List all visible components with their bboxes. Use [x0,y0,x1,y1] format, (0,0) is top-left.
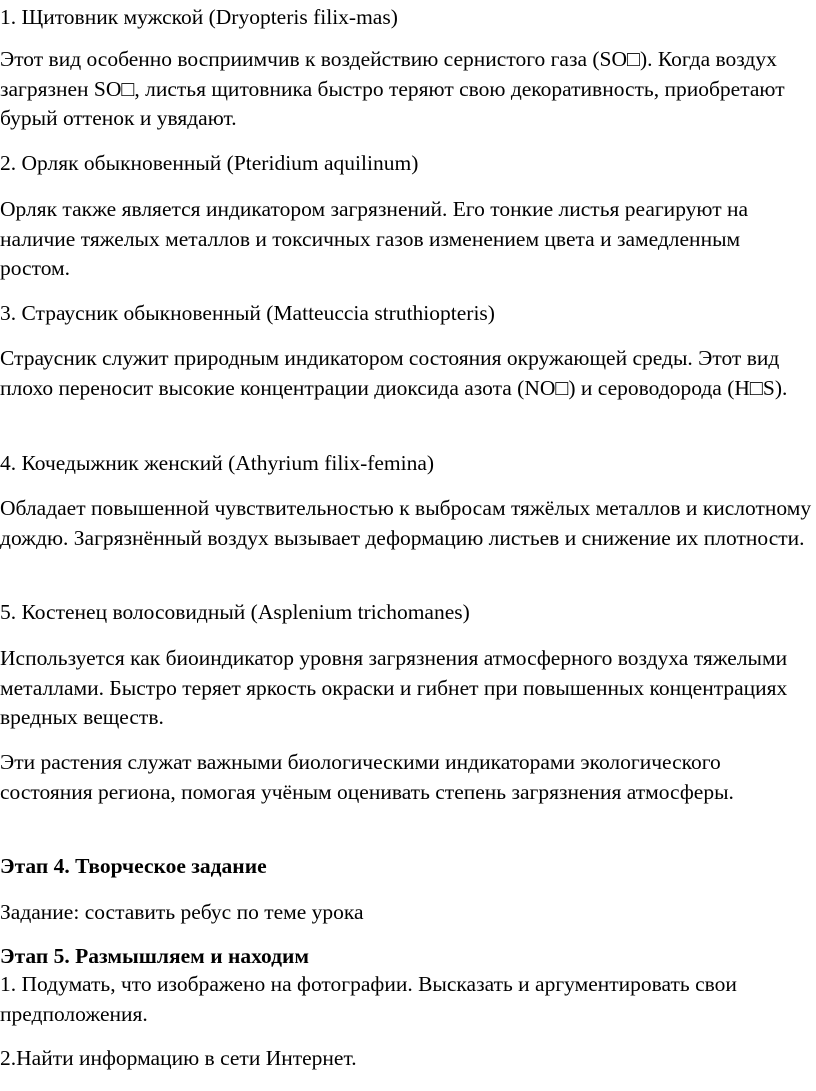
species-2-heading: 2. Орляк обыкновенный (Pteridium aquilinum) [0,151,419,175]
species-2-description: Орляк также является индикатором загрязнений. Его тонкие листья реагируют на наличие тяжелых металлов и токсичных газов изменением цвета и замедленным ростом. [0,197,749,280]
species-4-description: Обладает повышенной чувствительностью к выбросам тяжёлых металлов и кислотному дождю. Загрязнённый воздух вызывает деформацию листьев и снижение их плотности. [0,496,812,550]
stage-5-item-1: 1. Подумать, что изображено на фотографии. Высказать и аргументировать свои предположения. [0,972,737,1026]
stage-4-title: Этап 4. Творческое задание [0,854,267,878]
species-1-description: Этот вид особенно восприимчив к воздействию сернистого газа (SO□). Когда воздух загрязнен SO□, листья щитовника быстро теряют свою декоративность, приобретают бурый оттенок и увядают. [0,47,785,130]
species-5-heading: 5. Костенец волосовидный (Asplenium trichomanes) [0,600,470,624]
stage-5-title: Этап 5. Размышляем и находим [0,944,310,968]
species-3-description: Страусник служит природным индикатором состояния окружающей среды. Этот вид плохо переносит высокие концентрации диоксида азота (NO□) и сероводорода (H□S). [0,346,788,400]
summary-paragraph: Эти растения служат важными биологическими индикаторами экологического состояния региона, помогая учёным оценивать степень загрязнения атмосферы. [0,750,734,804]
species-5-description: Используется как биоиндикатор уровня загрязнения атмосферного воздуха тяжелыми металлами. Быстро теряет яркость окраски и гибнет при повышенных концентрациях вредных веществ. [0,646,788,729]
species-3-heading: 3. Страусник обыкновенный (Matteuccia struthiopteris) [0,301,495,325]
species-4-heading: 4. Кочедыжник женский (Athyrium filix-femina) [0,451,435,475]
stage-5-item-2: 2.Найти информацию в сети Интернет. [0,1046,357,1070]
species-1-heading: 1. Щитовник мужской (Dryopteris filix-mas) [0,5,398,29]
stage-4-task: Задание: составить ребус по теме урока [0,900,364,924]
